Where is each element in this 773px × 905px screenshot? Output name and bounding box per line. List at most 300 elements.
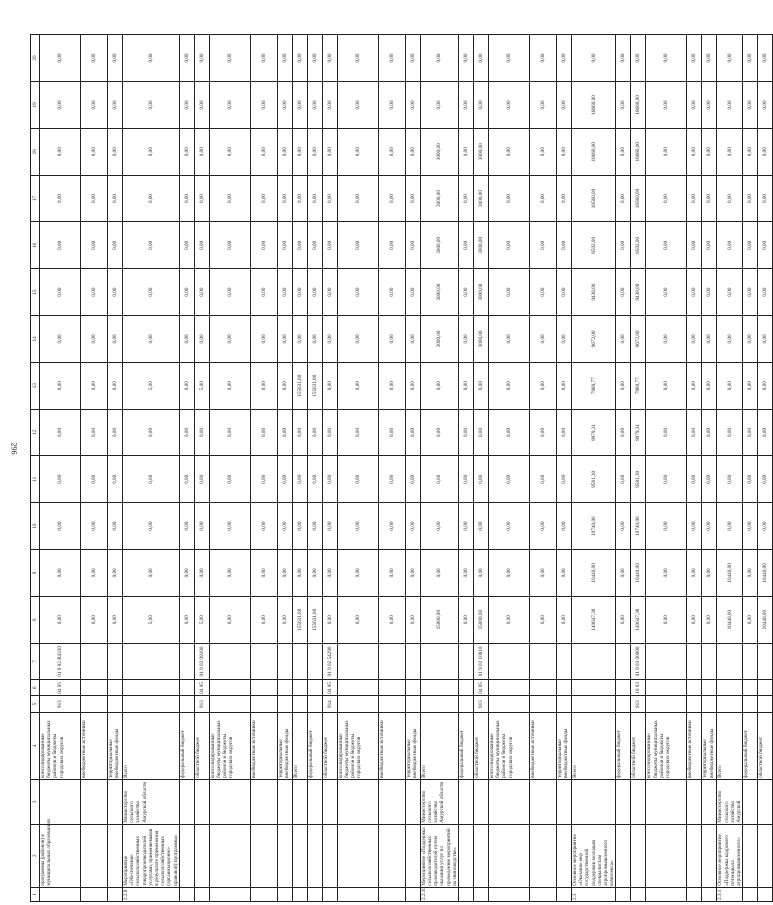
- value-cell: 0,00: [40, 549, 81, 596]
- value-cell: 0,00: [646, 316, 687, 363]
- code-cell: [123, 643, 180, 680]
- value-cell: 5,00: [123, 362, 180, 409]
- value-cell: 0,00: [292, 409, 307, 456]
- header-cell: 18: [31, 128, 40, 175]
- value-cell: 0,00: [743, 175, 758, 222]
- funding-source-cell: областной бюджет: [322, 712, 337, 779]
- value-cell: 9581,30: [572, 456, 616, 503]
- measure-name-cell: [489, 824, 530, 887]
- executor-cell: [194, 779, 209, 824]
- row-number-cell: [631, 887, 646, 901]
- value-cell: 0,00: [108, 362, 123, 409]
- value-cell: 0,00: [277, 409, 292, 456]
- value-cell: 0,00: [123, 409, 180, 456]
- section-cell: [557, 680, 572, 696]
- value-cell: 0,00: [337, 175, 378, 222]
- section-cell: 04 05: [40, 680, 81, 696]
- section-cell: [646, 680, 687, 696]
- value-cell: 0,00: [489, 222, 530, 269]
- code-cell: [81, 643, 108, 680]
- grbs-cell: [646, 696, 687, 712]
- header-cell: 15: [31, 269, 40, 316]
- value-cell: 0,00: [378, 549, 405, 596]
- value-cell: 10440,00: [717, 596, 743, 643]
- section-cell: [209, 680, 250, 696]
- row-number-cell: 2.2.10: [420, 887, 458, 901]
- measure-name-cell: [250, 824, 277, 887]
- funding-source-cell: федеральный бюджет: [459, 712, 474, 779]
- funding-source-cell: консолидированные бюджеты муниципальных районов и бюджеты городских округов: [209, 712, 250, 779]
- grbs-cell: [530, 696, 557, 712]
- measure-name-cell: [108, 824, 123, 887]
- measure-name-cell: [405, 824, 420, 887]
- value-cell: 5,00: [194, 596, 209, 643]
- value-cell: 3000,00: [420, 128, 458, 175]
- value-cell: 0,00: [557, 596, 572, 643]
- table-row: [459, 35, 474, 902]
- value-cell: 0,00: [489, 549, 530, 596]
- value-cell: 0,00: [489, 503, 530, 550]
- executor-cell: [489, 779, 530, 824]
- value-cell: 0,00: [277, 175, 292, 222]
- value-cell: 0,00: [557, 175, 572, 222]
- value-cell: 0,00: [687, 362, 702, 409]
- value-cell: 0,00: [209, 503, 250, 550]
- value-cell: 0,00: [194, 549, 209, 596]
- value-cell: 0,00: [616, 409, 631, 456]
- value-cell: 0,00: [322, 35, 337, 82]
- measure-name-cell: Основное мероприятие «Оказание мер государственной поддержки молодым специалистам агропромышленного комплекса»: [572, 824, 616, 887]
- value-cell: 0,00: [40, 222, 81, 269]
- value-cell: 0,00: [758, 409, 773, 456]
- value-cell: 0,00: [702, 35, 717, 82]
- value-cell: 0,00: [123, 316, 180, 363]
- value-cell: 0,00: [250, 222, 277, 269]
- measure-name-cell: [631, 824, 646, 887]
- row-number-cell: [209, 887, 250, 901]
- grbs-cell: [405, 696, 420, 712]
- value-cell: 0,00: [250, 409, 277, 456]
- value-cell: 0,00: [277, 316, 292, 363]
- value-cell: 0,00: [557, 409, 572, 456]
- table-row: [378, 35, 405, 902]
- value-cell: 0,00: [420, 503, 458, 550]
- value-cell: 0,00: [277, 269, 292, 316]
- value-cell: 0,00: [646, 269, 687, 316]
- value-cell: 0,00: [459, 128, 474, 175]
- measure-name-cell: Мероприятие «Обеспечение сельскохозяйственных товаропроизводителей услугами, применяемыми в результате применения сельскохозяйственных (организационно-правовой) программы»: [123, 824, 180, 887]
- value-cell: 0,00: [489, 82, 530, 129]
- value-cell: 0,00: [292, 456, 307, 503]
- value-cell: 0,00: [702, 82, 717, 129]
- value-cell: 0,00: [687, 222, 702, 269]
- value-cell: 0,00: [405, 596, 420, 643]
- value-cell: 0,00: [474, 82, 489, 129]
- value-cell: 0,00: [123, 503, 180, 550]
- value-cell: 0,00: [179, 549, 194, 596]
- section-cell: [337, 680, 378, 696]
- value-cell: 0,00: [687, 316, 702, 363]
- row-number-cell: [758, 887, 773, 901]
- value-cell: 0,00: [322, 596, 337, 643]
- value-cell: 0,00: [405, 409, 420, 456]
- header-cell: 8: [31, 596, 40, 643]
- value-cell: 18660,00: [631, 128, 646, 175]
- value-cell: 18660,00: [572, 128, 616, 175]
- value-cell: 0,00: [250, 362, 277, 409]
- value-cell: 7980,77: [572, 362, 616, 409]
- section-cell: [307, 680, 322, 696]
- funding-source-cell: консолидированные бюджеты муниципальных районов и бюджеты городских округов: [646, 712, 687, 779]
- section-cell: 10 03: [631, 680, 646, 696]
- value-cell: 0,00: [702, 362, 717, 409]
- value-cell: 0,00: [758, 456, 773, 503]
- value-cell: 0,00: [209, 35, 250, 82]
- value-cell: 15000,00: [474, 596, 489, 643]
- section-cell: [717, 680, 743, 696]
- value-cell: 9979,31: [631, 409, 646, 456]
- measure-name-cell: [702, 824, 717, 887]
- header-cell: 20: [31, 35, 40, 82]
- value-cell: 0,00: [179, 362, 194, 409]
- value-cell: 3000,00: [474, 316, 489, 363]
- measure-name-cell: [687, 824, 702, 887]
- page-number: 296: [9, 442, 19, 455]
- value-cell: 0,00: [322, 128, 337, 175]
- funding-source-cell: областной бюджет: [758, 712, 773, 779]
- funding-source-cell: федеральный бюджет: [307, 712, 322, 779]
- row-number-cell: [474, 887, 489, 901]
- value-cell: 0,00: [194, 456, 209, 503]
- value-cell: 0,00: [474, 503, 489, 550]
- value-cell: 0,00: [337, 596, 378, 643]
- value-cell: 0,00: [179, 222, 194, 269]
- value-cell: 0,00: [758, 316, 773, 363]
- row-number-cell: [40, 887, 81, 901]
- value-cell: 0,00: [292, 549, 307, 596]
- value-cell: 18560,00: [631, 175, 646, 222]
- code-cell: [717, 643, 743, 680]
- value-cell: 0,00: [687, 456, 702, 503]
- value-cell: 0,00: [420, 82, 458, 129]
- code-cell: [405, 643, 420, 680]
- value-cell: 0,00: [307, 175, 322, 222]
- value-cell: 0,00: [322, 316, 337, 363]
- funding-source-cell: внебюджетные источники: [250, 712, 277, 779]
- value-cell: 0,00: [123, 128, 180, 175]
- value-cell: 0,00: [530, 549, 557, 596]
- value-cell: 0,00: [277, 82, 292, 129]
- value-cell: 0,00: [530, 362, 557, 409]
- value-cell: 0,00: [687, 82, 702, 129]
- value-cell: 0,00: [81, 456, 108, 503]
- executor-cell: [307, 779, 322, 824]
- value-cell: 10440,00: [758, 549, 773, 596]
- value-cell: 0,00: [530, 175, 557, 222]
- value-cell: 0,00: [687, 596, 702, 643]
- code-cell: [687, 643, 702, 680]
- value-cell: 0,00: [378, 175, 405, 222]
- section-cell: [616, 680, 631, 696]
- section-cell: [489, 680, 530, 696]
- value-cell: 0,00: [378, 362, 405, 409]
- value-cell: 0,00: [717, 82, 743, 129]
- row-number-cell: [489, 887, 530, 901]
- value-cell: 0,00: [322, 269, 337, 316]
- value-cell: 0,00: [108, 596, 123, 643]
- value-cell: 0,00: [40, 316, 81, 363]
- executor-cell: Министерство сельского хозяйства Амурской области: [123, 779, 180, 824]
- value-cell: 0,00: [307, 549, 322, 596]
- value-cell: 0,00: [687, 409, 702, 456]
- value-cell: 0,00: [194, 269, 209, 316]
- measure-name-cell: [378, 824, 405, 887]
- value-cell: 0,00: [209, 362, 250, 409]
- value-cell: 9672,00: [572, 316, 616, 363]
- value-cell: 0,00: [40, 269, 81, 316]
- value-cell: 0,00: [717, 35, 743, 82]
- value-cell: 0,00: [322, 222, 337, 269]
- value-cell: 0,00: [378, 222, 405, 269]
- value-cell: 0,00: [123, 82, 180, 129]
- executor-cell: [277, 779, 292, 824]
- value-cell: 0,00: [108, 222, 123, 269]
- section-cell: [420, 680, 458, 696]
- executor-cell: Министерство сельского хозяйства Амурской области: [420, 779, 458, 824]
- funding-source-cell: областной бюджет: [194, 712, 209, 779]
- value-cell: 0,00: [646, 175, 687, 222]
- value-cell: 0,00: [474, 409, 489, 456]
- value-cell: 0,00: [405, 128, 420, 175]
- value-cell: 0,00: [322, 362, 337, 409]
- value-cell: 0,00: [646, 362, 687, 409]
- value-cell: 0,00: [108, 175, 123, 222]
- value-cell: 0,00: [758, 503, 773, 550]
- table-row: [420, 35, 458, 902]
- value-cell: 0,00: [743, 596, 758, 643]
- value-cell: 0,00: [743, 35, 758, 82]
- value-cell: 0,00: [717, 222, 743, 269]
- funding-source-cell: Всего: [292, 712, 307, 779]
- section-cell: [459, 680, 474, 696]
- section-cell: 04 05: [474, 680, 489, 696]
- value-cell: 0,00: [743, 409, 758, 456]
- value-cell: 0,00: [420, 456, 458, 503]
- header-cell: 10: [31, 503, 40, 550]
- value-cell: 0,00: [179, 503, 194, 550]
- value-cell: 0,00: [557, 549, 572, 596]
- value-cell: 0,00: [646, 549, 687, 596]
- value-cell: 0,00: [337, 82, 378, 129]
- grbs-cell: [489, 696, 530, 712]
- value-cell: 0,00: [40, 175, 81, 222]
- value-cell: 0,00: [277, 596, 292, 643]
- value-cell: 0,00: [530, 596, 557, 643]
- funding-source-cell: областной бюджет: [631, 712, 646, 779]
- value-cell: 0,00: [616, 269, 631, 316]
- value-cell: 0,00: [687, 503, 702, 550]
- value-cell: 18660,00: [572, 82, 616, 129]
- value-cell: 0,00: [489, 128, 530, 175]
- section-cell: [743, 680, 758, 696]
- value-cell: 0,00: [743, 128, 758, 175]
- table-row: [337, 35, 378, 902]
- value-cell: 0,00: [250, 503, 277, 550]
- funding-source-cell: консолидированные бюджеты муниципальных районов и бюджеты городских округов: [337, 712, 378, 779]
- value-cell: 0,00: [378, 409, 405, 456]
- row-number-cell: [108, 887, 123, 901]
- value-cell: 0,00: [378, 82, 405, 129]
- value-cell: 0,00: [687, 128, 702, 175]
- value-cell: 0,00: [717, 269, 743, 316]
- value-cell: 0,00: [405, 456, 420, 503]
- funding-source-cell: федеральный бюджет: [179, 712, 194, 779]
- row-number-cell: [337, 887, 378, 901]
- header-cell: 5: [31, 696, 40, 712]
- value-cell: 9581,30: [631, 456, 646, 503]
- value-cell: 0,00: [81, 35, 108, 82]
- value-cell: 0,00: [307, 503, 322, 550]
- value-cell: 0,00: [277, 503, 292, 550]
- value-cell: 0,00: [405, 549, 420, 596]
- value-cell: 0,00: [209, 175, 250, 222]
- header-cell: 14: [31, 316, 40, 363]
- section-cell: 04 05: [322, 680, 337, 696]
- grbs-cell: [337, 696, 378, 712]
- executor-cell: [687, 779, 702, 824]
- value-cell: 0,00: [250, 269, 277, 316]
- value-cell: 0,00: [322, 503, 337, 550]
- value-cell: 0,00: [81, 362, 108, 409]
- funding-source-cell: консолидированные бюджеты муниципальных районов и бюджеты городских округов: [40, 712, 81, 779]
- measure-name-cell: [337, 824, 378, 887]
- value-cell: 0,00: [322, 549, 337, 596]
- executor-cell: [250, 779, 277, 824]
- code-cell: 01 9 02 R4330: [40, 643, 81, 680]
- value-cell: 0,00: [743, 222, 758, 269]
- value-cell: 0,00: [489, 269, 530, 316]
- value-cell: 0,00: [702, 503, 717, 550]
- value-cell: 0,00: [557, 269, 572, 316]
- table-row: [687, 35, 702, 902]
- row-number-cell: [307, 887, 322, 901]
- value-cell: 0,00: [687, 549, 702, 596]
- value-cell: 0,00: [702, 128, 717, 175]
- code-cell: [530, 643, 557, 680]
- grbs-cell: [108, 696, 123, 712]
- value-cell: 0,00: [40, 128, 81, 175]
- value-cell: 0,00: [405, 362, 420, 409]
- table-row: [108, 35, 123, 902]
- value-cell: 0,00: [616, 316, 631, 363]
- value-cell: 0,00: [307, 222, 322, 269]
- code-cell: 01 9 02 10810: [474, 643, 489, 680]
- value-cell: 0,00: [378, 596, 405, 643]
- value-cell: 0,00: [758, 35, 773, 82]
- measure-name-cell: программы (районов) в муниципальных образованиях: [40, 824, 81, 887]
- value-cell: 0,00: [179, 175, 194, 222]
- header-cell: 9: [31, 549, 40, 596]
- funding-source-cell: внебюджетные источники: [687, 712, 702, 779]
- code-cell: [337, 643, 378, 680]
- value-cell: 0,00: [81, 82, 108, 129]
- value-cell: 0,00: [179, 269, 194, 316]
- value-cell: 0,00: [378, 269, 405, 316]
- measure-name-cell: [179, 824, 194, 887]
- value-cell: 0,00: [194, 128, 209, 175]
- table-row: [489, 35, 530, 902]
- value-cell: 0,00: [337, 35, 378, 82]
- value-cell: 0,00: [81, 128, 108, 175]
- code-cell: [702, 643, 717, 680]
- value-cell: 0,00: [40, 503, 81, 550]
- value-cell: 0,00: [459, 456, 474, 503]
- measure-name-cell: [758, 824, 773, 887]
- row-number-cell: [322, 887, 337, 901]
- value-cell: 0,00: [743, 456, 758, 503]
- code-cell: 01 9 03 00000: [631, 643, 646, 680]
- value-cell: 0,00: [250, 82, 277, 129]
- executor-cell: [572, 779, 616, 824]
- table-row: [194, 35, 209, 902]
- funding-source-cell: внебюджетные источники: [530, 712, 557, 779]
- value-cell: 0,00: [646, 222, 687, 269]
- value-cell: 0,00: [646, 128, 687, 175]
- value-cell: 0,00: [337, 503, 378, 550]
- value-cell: 0,00: [40, 35, 81, 82]
- funding-source-cell: федеральный бюджет: [616, 712, 631, 779]
- value-cell: 0,00: [209, 409, 250, 456]
- value-cell: 0,00: [108, 503, 123, 550]
- value-cell: 5,00: [194, 362, 209, 409]
- grbs-cell: [758, 696, 773, 712]
- value-cell: 0,00: [307, 128, 322, 175]
- grbs-cell: [702, 696, 717, 712]
- value-cell: 0,00: [459, 362, 474, 409]
- table-row: [631, 35, 646, 902]
- code-cell: [646, 643, 687, 680]
- table-row: [646, 35, 687, 902]
- value-cell: 0,00: [179, 82, 194, 129]
- funding-source-cell: Всего: [123, 712, 180, 779]
- value-cell: 0,00: [557, 362, 572, 409]
- value-cell: 0,00: [378, 35, 405, 82]
- grbs-cell: 913: [631, 696, 646, 712]
- table-row: [405, 35, 420, 902]
- value-cell: 0,00: [717, 128, 743, 175]
- value-cell: 0,00: [702, 596, 717, 643]
- executor-cell: [81, 779, 108, 824]
- value-cell: 9672,00: [631, 316, 646, 363]
- value-cell: 0,00: [474, 549, 489, 596]
- header-cell: 11: [31, 456, 40, 503]
- value-cell: 0,00: [616, 175, 631, 222]
- header-cell: 3: [31, 779, 40, 824]
- value-cell: 0,00: [194, 35, 209, 82]
- executor-cell: [209, 779, 250, 824]
- grbs-cell: 913: [194, 696, 209, 712]
- value-cell: 0,00: [250, 128, 277, 175]
- value-cell: 0,00: [405, 316, 420, 363]
- value-cell: 3000,00: [474, 222, 489, 269]
- table-row: [209, 35, 250, 902]
- value-cell: 0,00: [277, 362, 292, 409]
- measure-name-cell: [322, 824, 337, 887]
- section-cell: [687, 680, 702, 696]
- value-cell: 0,00: [179, 596, 194, 643]
- value-cell: 0,00: [489, 596, 530, 643]
- value-cell: 0,00: [420, 409, 458, 456]
